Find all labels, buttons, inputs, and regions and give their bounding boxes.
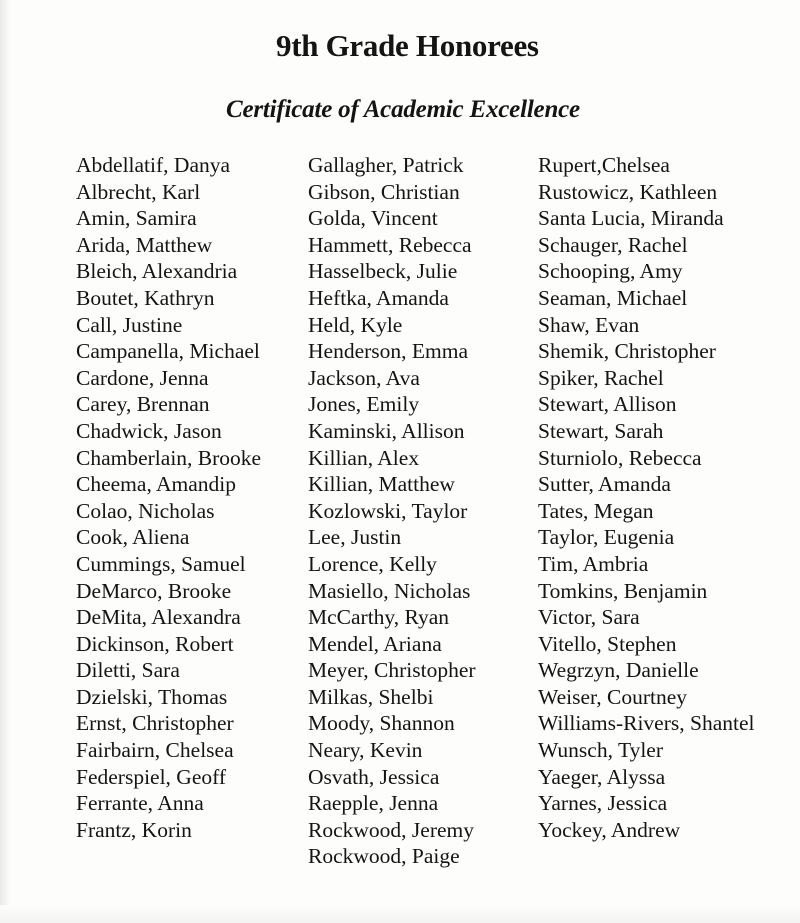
honoree-name: Tates, Megan — [538, 498, 654, 523]
honoree-name: Dickinson, Robert — [76, 631, 234, 656]
honoree-name: Spiker, Rachel — [538, 365, 664, 390]
honoree-name: Cummings, Samuel — [76, 551, 246, 576]
honoree-name: Cook, Aliena — [76, 525, 190, 550]
honoree-name: DeMarco, Brooke — [76, 578, 232, 603]
honoree-name: Rupert,Chelsea — [538, 153, 670, 177]
honoree-name: Rockwood, Paige — [308, 844, 460, 869]
honoree-name: Schauger, Rachel — [538, 232, 688, 257]
honoree-name: Yockey, Andrew — [538, 817, 681, 842]
honoree-name: Cheema, Amandip — [76, 472, 237, 497]
honoree-column-2 — [308, 152, 476, 870]
honoree-name: Tomkins, Benjamin — [538, 578, 708, 603]
honoree-name: Frantz, Korin — [76, 817, 192, 842]
honoree-name: Osvath, Jessica — [308, 764, 440, 789]
honoree-name: Henderson, Emma — [308, 339, 469, 364]
honoree-name: Cardone, Jenna — [76, 365, 209, 390]
honoree-name: Federspiel, Geoff — [76, 764, 227, 789]
honoree-name: Rustowicz, Kathleen — [538, 179, 718, 204]
honoree-name: Chadwick, Jason — [76, 418, 222, 443]
honoree-name: Abdellatif, Danya — [76, 153, 231, 177]
honoree-name: Killian, Alex — [308, 445, 420, 470]
honoree-name: Seaman, Michael — [538, 285, 688, 310]
honoree-name: Ferrante, Anna — [76, 791, 204, 816]
honoree-name: Diletti, Sara — [76, 658, 180, 683]
honoree-name: Killian, Matthew — [308, 472, 455, 497]
honoree-name: Tim, Ambria — [538, 551, 649, 576]
honoree-name: Hammett, Rebecca — [308, 232, 472, 257]
honoree-name: Vitello, Stephen — [538, 631, 677, 656]
honoree-name: Ernst, Christopher — [76, 711, 234, 736]
page-title: 9th Grade Honorees — [276, 28, 539, 63]
honoree-name: Lorence, Kelly — [308, 551, 437, 576]
honoree-name: Jackson, Ava — [308, 365, 420, 390]
honoree-name: Sturniolo, Rebecca — [538, 445, 702, 470]
honoree-name: Wunsch, Tyler — [538, 738, 664, 763]
honoree-name: Kaminski, Allison — [308, 418, 465, 443]
honoree-name: Fairbairn, Chelsea — [76, 738, 234, 763]
honoree-name: Raepple, Jenna — [308, 791, 439, 816]
honoree-name: Yarnes, Jessica — [538, 791, 668, 816]
honoree-name: Stewart, Allison — [538, 392, 677, 417]
honoree-column-3 — [538, 152, 755, 843]
honoree-name: Santa Lucia, Miranda — [538, 206, 724, 231]
honoree-name: Shaw, Evan — [538, 312, 640, 337]
page-subtitle: Certificate of Academic Excellence — [226, 96, 580, 123]
honoree-name: Hasselbeck, Julie — [308, 259, 458, 284]
honoree-name: Mendel, Ariana — [308, 631, 442, 656]
honoree-name: Moody, Shannon — [308, 711, 455, 736]
honoree-name: Kozlowski, Taylor — [308, 498, 468, 523]
honoree-name: Carey, Brennan — [76, 392, 210, 417]
honoree-name: Shemik, Christopher — [538, 339, 716, 364]
honoree-name: Taylor, Eugenia — [538, 525, 675, 550]
honoree-name: Held, Kyle — [308, 312, 403, 337]
honoree-name: Victor, Sara — [538, 605, 640, 630]
honoree-name: Rockwood, Jeremy — [308, 817, 474, 842]
honoree-name: Dzielski, Thomas — [76, 684, 228, 709]
honoree-name: McCarthy, Ryan — [308, 605, 450, 630]
honoree-name: Schooping, Amy — [538, 259, 683, 284]
honoree-name: Campanella, Michael — [76, 339, 260, 364]
honoree-name: Arida, Matthew — [76, 232, 213, 257]
honoree-name: Heftka, Amanda — [308, 285, 449, 310]
honoree-name: Gallagher, Patrick — [308, 153, 464, 177]
honoree-name: Weiser, Courtney — [538, 684, 688, 709]
honoree-name: Golda, Vincent — [308, 206, 438, 231]
honoree-name: Jones, Emily — [308, 392, 420, 417]
honoree-name: DeMita, Alexandra — [76, 605, 241, 630]
honoree-name: Wegrzyn, Danielle — [538, 658, 699, 683]
honoree-name: Stewart, Sarah — [538, 418, 664, 443]
honoree-name: Bleich, Alexandria — [76, 259, 238, 284]
honoree-name: Williams-Rivers, Shantel — [538, 711, 755, 736]
honoree-name: Masiello, Nicholas — [308, 578, 471, 603]
honoree-name: Neary, Kevin — [308, 738, 423, 763]
honoree-name: Meyer, Christopher — [308, 658, 476, 683]
honoree-name: Call, Justine — [76, 312, 183, 337]
honoree-name: Amin, Samira — [76, 206, 197, 231]
honoree-name: Lee, Justin — [308, 525, 402, 550]
page-edge-shadow — [0, 0, 10, 923]
honoree-column-1 — [76, 152, 261, 843]
honoree-name: Boutet, Kathryn — [76, 285, 215, 310]
honoree-name: Sutter, Amanda — [538, 472, 671, 497]
honoree-name: Colao, Nicholas — [76, 498, 215, 523]
page-bottom-edge — [0, 905, 800, 923]
honoree-name: Gibson, Christian — [308, 179, 460, 204]
honoree-name: Milkas, Shelbi — [308, 684, 434, 709]
honoree-name: Yaeger, Alyssa — [538, 764, 666, 789]
honoree-name: Chamberlain, Brooke — [76, 445, 262, 470]
honoree-name: Albrecht, Karl — [76, 179, 201, 204]
